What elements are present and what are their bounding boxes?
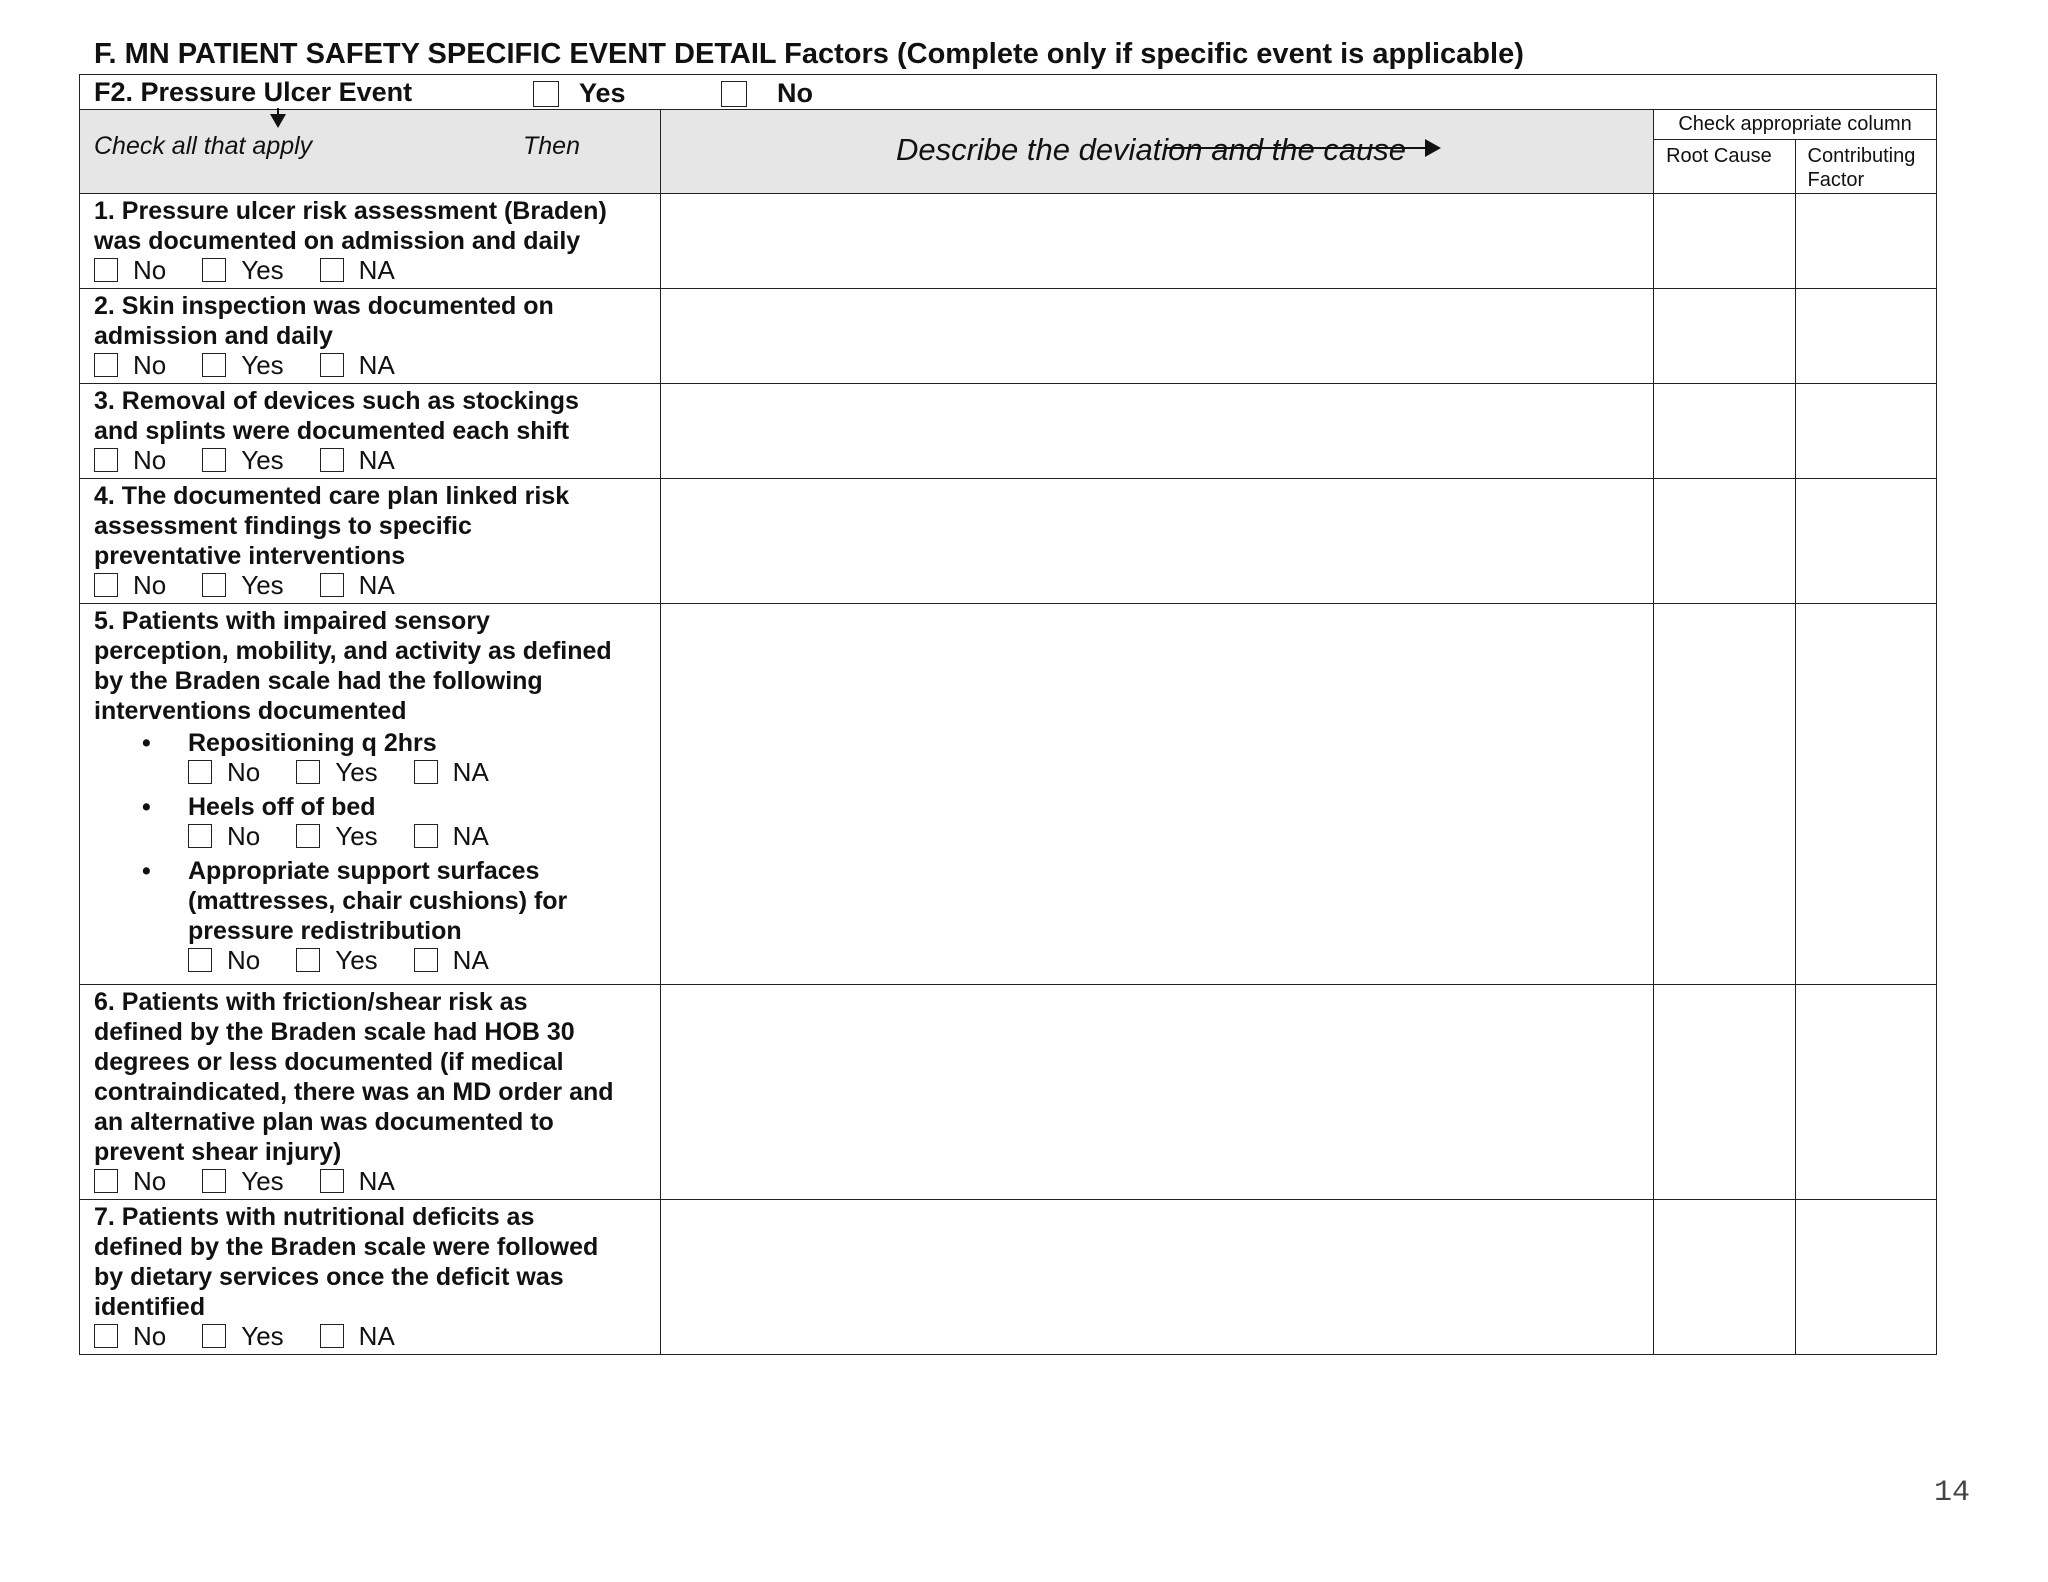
intervention-text [188, 728, 660, 758]
question-7-checkbox-yes[interactable] [202, 1324, 226, 1348]
description-cell[interactable] [660, 604, 1653, 985]
question-4-label-yes: Yes [241, 570, 284, 600]
factor-label: Factor [1807, 169, 1865, 191]
intervention-3-label-no: No [227, 945, 261, 975]
intervention-1-label-na: NA [452, 757, 489, 787]
header-row [80, 110, 1937, 140]
intervention-3-option-na[interactable] [414, 946, 489, 974]
intervention-1-label-no: No [227, 757, 261, 787]
intervention-2-option-yes[interactable] [296, 822, 377, 850]
question-6-checkbox-yes[interactable] [202, 1169, 226, 1193]
intervention-3-checkbox-na[interactable] [414, 948, 438, 972]
intervention-text [188, 856, 660, 946]
intervention-3-checkbox-yes[interactable] [296, 948, 320, 972]
question-text [94, 987, 660, 1167]
question-line: 3. Removal of devices such as stockings [94, 387, 579, 415]
intervention-3-options [188, 946, 660, 974]
intervention-2-checkbox-yes[interactable] [296, 824, 320, 848]
contributing-factor-cell[interactable] [1795, 384, 1936, 479]
event-yes-option[interactable] [533, 78, 626, 109]
question-row [80, 289, 1937, 384]
question-4-checkbox-yes[interactable] [202, 573, 226, 597]
root-cause-cell[interactable] [1654, 604, 1795, 985]
question-6-label-no: No [133, 1166, 167, 1196]
question-cell [80, 985, 661, 1200]
question-text [94, 291, 660, 351]
question-7-option-na[interactable] [320, 1322, 395, 1350]
question-6-label-na: NA [358, 1166, 395, 1196]
root-cause-header [1654, 140, 1795, 194]
event-label: F2. Pressure Ulcer Event [94, 77, 413, 107]
question-cell [80, 194, 661, 289]
contributing-label: Contributing [1807, 145, 1916, 167]
question-6-option-no[interactable] [94, 1167, 166, 1195]
root-cause-cell[interactable] [1654, 479, 1795, 604]
root-cause-cell[interactable] [1654, 384, 1795, 479]
question-1-label-yes: Yes [241, 255, 284, 285]
question-line: by dietary services once the deficit was [94, 1263, 564, 1291]
question-4-options [94, 571, 660, 599]
question-4-option-yes[interactable] [202, 571, 283, 599]
describe-label: Describe the deviation and the cause [895, 132, 1407, 167]
question-line: preventative interventions [94, 542, 406, 570]
question-cell [80, 479, 661, 604]
question-3-option-no[interactable] [94, 446, 166, 474]
root-cause-cell[interactable] [1654, 194, 1795, 289]
question-1-options [94, 256, 660, 284]
question-line: degrees or less documented (if medical [94, 1048, 564, 1076]
bullet-icon: • [142, 857, 151, 885]
intervention-3-label-na: NA [452, 945, 489, 975]
question-text [94, 481, 660, 571]
question-row [80, 384, 1937, 479]
question-text [94, 386, 660, 446]
question-2-option-no[interactable] [94, 351, 166, 379]
question-3-options [94, 446, 660, 474]
root-cause-cell[interactable] [1654, 1200, 1795, 1355]
intervention-2-option-na[interactable] [414, 822, 489, 850]
contributing-factor-cell[interactable] [1795, 289, 1936, 384]
question-2-checkbox-yes[interactable] [202, 353, 226, 377]
contributing-factor-cell[interactable] [1795, 985, 1936, 1200]
intervention-line: Repositioning q 2hrs [188, 729, 437, 757]
question-6-label-yes: Yes [241, 1166, 284, 1196]
question-cell [80, 604, 661, 985]
question-cell [80, 384, 661, 479]
question-2-option-yes[interactable] [202, 351, 283, 379]
question-7-checkbox-na[interactable] [320, 1324, 344, 1348]
question-4-label-na: NA [358, 570, 395, 600]
contributing-factor-header [1795, 140, 1936, 194]
question-2-checkbox-na[interactable] [320, 353, 344, 377]
intervention-1-option-no[interactable] [188, 758, 260, 786]
event-detail-table [79, 74, 1937, 1355]
intervention-1-checkbox-no[interactable] [188, 760, 212, 784]
question-6-checkbox-no[interactable] [94, 1169, 118, 1193]
question-line: identified [94, 1293, 206, 1321]
question-2-options [94, 351, 660, 379]
intervention-3-option-yes[interactable] [296, 946, 377, 974]
question-row [80, 604, 1937, 985]
event-yes-checkbox[interactable] [533, 81, 559, 107]
question-cell [80, 289, 661, 384]
question-line: admission and daily [94, 322, 333, 350]
bullet-icon: • [142, 729, 151, 757]
intervention-1-label-yes: Yes [335, 757, 378, 787]
question-line: assessment findings to specific [94, 512, 472, 540]
question-row [80, 479, 1937, 604]
description-cell[interactable] [660, 384, 1653, 479]
intervention-2-label-na: NA [452, 821, 489, 851]
question-text [94, 606, 660, 726]
header-check-all-cell [80, 110, 661, 194]
question-7-label-yes: Yes [241, 1321, 284, 1351]
intervention-line: Appropriate support surfaces [188, 857, 540, 885]
question-line: defined by the Braden scale had HOB 30 [94, 1018, 575, 1046]
event-no-label: No [777, 78, 813, 108]
intervention-2-checkbox-na[interactable] [414, 824, 438, 848]
intervention-list [94, 728, 660, 974]
contributing-factor-cell[interactable] [1795, 1200, 1936, 1355]
intervention-1-checkbox-na[interactable] [414, 760, 438, 784]
intervention-2-option-no[interactable] [188, 822, 260, 850]
intervention-1-option-yes[interactable] [296, 758, 377, 786]
question-2-option-na[interactable] [320, 351, 395, 379]
question-1-label-na: NA [358, 255, 395, 285]
intervention-2-label-yes: Yes [335, 821, 378, 851]
intervention-1-checkbox-yes[interactable] [296, 760, 320, 784]
intervention-line: (mattresses, chair cushions) for [188, 887, 568, 915]
description-cell[interactable] [660, 479, 1653, 604]
question-6-options [94, 1167, 660, 1195]
question-row [80, 194, 1937, 289]
intervention-item [94, 856, 660, 974]
question-text [94, 196, 660, 256]
event-row [80, 75, 1937, 110]
question-1-option-yes[interactable] [202, 256, 283, 284]
question-4-checkbox-na[interactable] [320, 573, 344, 597]
contributing-factor-cell[interactable] [1795, 194, 1936, 289]
question-text [94, 1202, 660, 1322]
question-1-option-no[interactable] [94, 256, 166, 284]
intervention-text [188, 792, 660, 822]
contributing-factor-cell[interactable] [1795, 604, 1936, 985]
page-title: F. MN PATIENT SAFETY SPECIFIC EVENT DETAIL Factors (Complete only if specific event is applicable) [94, 38, 1524, 70]
question-3-checkbox-na[interactable] [320, 448, 344, 472]
question-6-checkbox-na[interactable] [320, 1169, 344, 1193]
question-4-option-no[interactable] [94, 571, 166, 599]
question-line: 6. Patients with friction/shear risk as [94, 988, 528, 1016]
question-line: and splints were documented each shift [94, 417, 570, 445]
question-1-option-na[interactable] [320, 256, 395, 284]
question-7-checkbox-no[interactable] [94, 1324, 118, 1348]
question-1-checkbox-no[interactable] [94, 258, 118, 282]
description-cell[interactable] [660, 985, 1653, 1200]
question-7-options [94, 1322, 660, 1350]
page-number: 14 [1934, 1476, 1971, 1510]
intervention-3-checkbox-no[interactable] [188, 948, 212, 972]
question-1-checkbox-na[interactable] [320, 258, 344, 282]
question-row [80, 985, 1937, 1200]
question-line: contraindicated, there was an MD order and [94, 1078, 614, 1106]
question-2-checkbox-no[interactable] [94, 353, 118, 377]
question-6-option-na[interactable] [320, 1167, 395, 1195]
contributing-factor-cell[interactable] [1795, 479, 1936, 604]
question-7-option-no[interactable] [94, 1322, 166, 1350]
question-line: 2. Skin inspection was documented on [94, 292, 554, 320]
check-all-label: Check all that apply [94, 132, 313, 160]
intervention-2-options [188, 822, 660, 850]
intervention-line: pressure redistribution [188, 917, 462, 945]
intervention-1-option-na[interactable] [414, 758, 489, 786]
question-line: an alternative plan was documented to [94, 1108, 554, 1136]
intervention-2-label-no: No [227, 821, 261, 851]
question-2-label-yes: Yes [241, 350, 284, 380]
question-line: 1. Pressure ulcer risk assessment (Braden) [94, 197, 607, 225]
question-line: 5. Patients with impaired sensory [94, 607, 490, 635]
description-cell[interactable] [660, 289, 1653, 384]
question-1-checkbox-yes[interactable] [202, 258, 226, 282]
question-3-checkbox-yes[interactable] [202, 448, 226, 472]
intervention-3-label-yes: Yes [335, 945, 378, 975]
intervention-1-options [188, 758, 660, 786]
question-4-label-no: No [133, 570, 167, 600]
question-3-label-no: No [133, 445, 167, 475]
question-line: 7. Patients with nutritional deficits as [94, 1203, 535, 1231]
question-7-label-no: No [133, 1321, 167, 1351]
question-cell [80, 1200, 661, 1355]
event-no-checkbox[interactable] [721, 81, 747, 107]
header-describe-cell [660, 110, 1653, 194]
question-3-option-yes[interactable] [202, 446, 283, 474]
question-line: 4. The documented care plan linked risk [94, 482, 570, 510]
root-cause-cell[interactable] [1654, 985, 1795, 1200]
question-row [80, 1200, 1937, 1355]
question-line: defined by the Braden scale were followed [94, 1233, 599, 1261]
root-cause-cell[interactable] [1654, 289, 1795, 384]
question-7-option-yes[interactable] [202, 1322, 283, 1350]
question-7-label-na: NA [358, 1321, 395, 1351]
intervention-item [94, 792, 660, 850]
question-line: by the Braden scale had the following [94, 667, 543, 695]
intervention-item [94, 728, 660, 786]
intervention-line: Heels off of bed [188, 793, 376, 821]
question-6-option-yes[interactable] [202, 1167, 283, 1195]
question-4-option-na[interactable] [320, 571, 395, 599]
question-3-label-na: NA [358, 445, 395, 475]
event-no-option[interactable] [721, 78, 813, 109]
root-cause-label: Root Cause [1666, 145, 1772, 167]
question-2-label-na: NA [358, 350, 395, 380]
description-cell[interactable] [660, 194, 1653, 289]
question-line: perception, mobility, and activity as defined [94, 637, 612, 665]
then-label: Then [523, 132, 580, 160]
event-yes-label: Yes [579, 78, 626, 108]
question-line: was documented on admission and daily [94, 227, 581, 255]
question-3-label-yes: Yes [241, 445, 284, 475]
down-arrow-icon [270, 114, 286, 128]
check-column-label: Check appropriate column [1654, 110, 1937, 140]
question-4-checkbox-no[interactable] [94, 573, 118, 597]
intervention-2-checkbox-no[interactable] [188, 824, 212, 848]
question-3-checkbox-no[interactable] [94, 448, 118, 472]
question-2-label-no: No [133, 350, 167, 380]
question-3-option-na[interactable] [320, 446, 395, 474]
question-line: prevent shear injury) [94, 1138, 342, 1166]
question-line: interventions documented [94, 697, 407, 725]
intervention-3-option-no[interactable] [188, 946, 260, 974]
description-cell[interactable] [660, 1200, 1653, 1355]
question-1-label-no: No [133, 255, 167, 285]
bullet-icon: • [142, 793, 151, 821]
